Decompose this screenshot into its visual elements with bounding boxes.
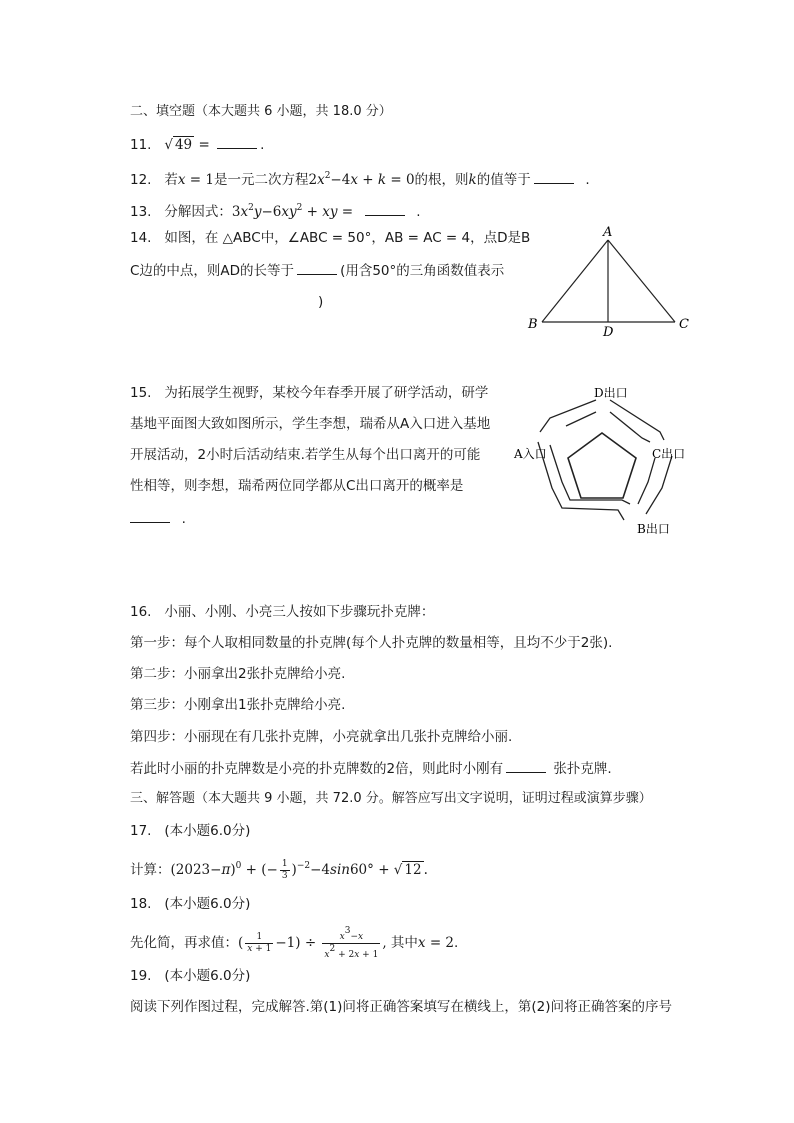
question-19-text: 阅读下列作图过程，完成解答.第(1)问将正确答案填写在横线上，第(2)问将正确答案的序号 [130, 999, 673, 1015]
section3-heading: 三、解答题（本大题共 9 小题，共 72.0 分。解答应写出文字说明，证明过程或演算步骤） [130, 791, 652, 806]
triangle-figure [520, 222, 700, 344]
question-15-line4: 性相等，则李想，瑞希两位同学都从C出口离开的概率是 [130, 478, 464, 494]
question-15-line3: 开展活动，2小时后活动结束.若学生从每个出口离开的可能 [130, 447, 481, 463]
question-14-line2: C边的中点，则AD的长等于 (用含50°的三角函数值表示 [130, 260, 504, 281]
question-11: 11. √ 49 = . [130, 134, 264, 155]
question-14-line3: ) [318, 294, 324, 310]
question-16-ask: 若此时小丽的扑克牌数是小亮的扑克牌数的2倍，则此时小刚有 张扑克牌. [130, 758, 612, 779]
question-16-intro: 16. 小丽、小刚、小亮三人按如下步骤玩扑克牌： [130, 604, 435, 620]
answer-blank [365, 201, 405, 216]
answer-blank [506, 758, 546, 773]
question-19-header: 19. (本小题6.0分) [130, 968, 251, 984]
exit-b-label: B出口 [637, 522, 670, 536]
question-16-step3: 第三步：小刚拿出1张扑克牌给小亮. [130, 697, 346, 713]
question-17-header: 17. (本小题6.0分) [130, 823, 251, 839]
question-15-line1: 15. 为拓展学生视野，某校今年春季开展了研学活动，研学 [130, 385, 489, 401]
question-15-line5: . [130, 508, 186, 529]
question-16-step1: 第一步：每个人取相同数量的扑克牌(每个人扑克牌的数量相等，且均不少于2张). [130, 635, 613, 651]
answer-blank [130, 508, 170, 523]
entrance-a-label: A入口 [514, 447, 547, 461]
answer-blank [534, 169, 574, 184]
vertex-a-label: A [603, 225, 613, 240]
question-12: 12. 若x = 1是一元二次方程$2x^2-4x + k = 0$的根，则k的值等于 . [130, 171, 590, 188]
point-d-label: D [603, 325, 614, 340]
question-16-step2: 第二步：小丽拿出2张扑克牌给小亮. [130, 666, 346, 682]
question-14-line1: 14. 如图，在 △ABC中，∠ABC = 50°，AB = AC = 4，点D是B [130, 230, 531, 246]
question-13: 13. 分解因式：$3x^2y-6xy^2$ + xy = . [130, 203, 421, 220]
answer-blank [217, 134, 257, 149]
exit-d-label: D出口 [594, 386, 628, 400]
question-17-expression: 计算：$(2023-\pi)^0$ + (− $\frac{1}{3}$ )$^{-2}$−4sin60° + √ 12 . [130, 859, 428, 881]
question-15-line2: 基地平面图大致如图所示，学生李想，瑞希从A入口进入基地 [130, 416, 491, 432]
question-18-expression: 先化简，再求值：( $\frac{1}{x + 1}$ −1) ÷ $\frac{x^3-x}{x^2 + 2x + 1}$ , 其中x = 2. [130, 926, 459, 960]
vertex-b-label: B [528, 317, 538, 332]
base-map-figure [510, 380, 710, 540]
section2-heading: 二、填空题（本大题共 6 小题，共 18.0 分） [130, 104, 392, 119]
question-18-header: 18. (本小题6.0分) [130, 896, 251, 912]
vertex-c-label: C [679, 317, 689, 332]
question-16-step4: 第四步：小丽现在有几张扑克牌，小亮就拿出几张扑克牌给小丽. [130, 729, 513, 745]
exit-c-label: C出口 [652, 447, 686, 461]
answer-blank [297, 260, 337, 275]
